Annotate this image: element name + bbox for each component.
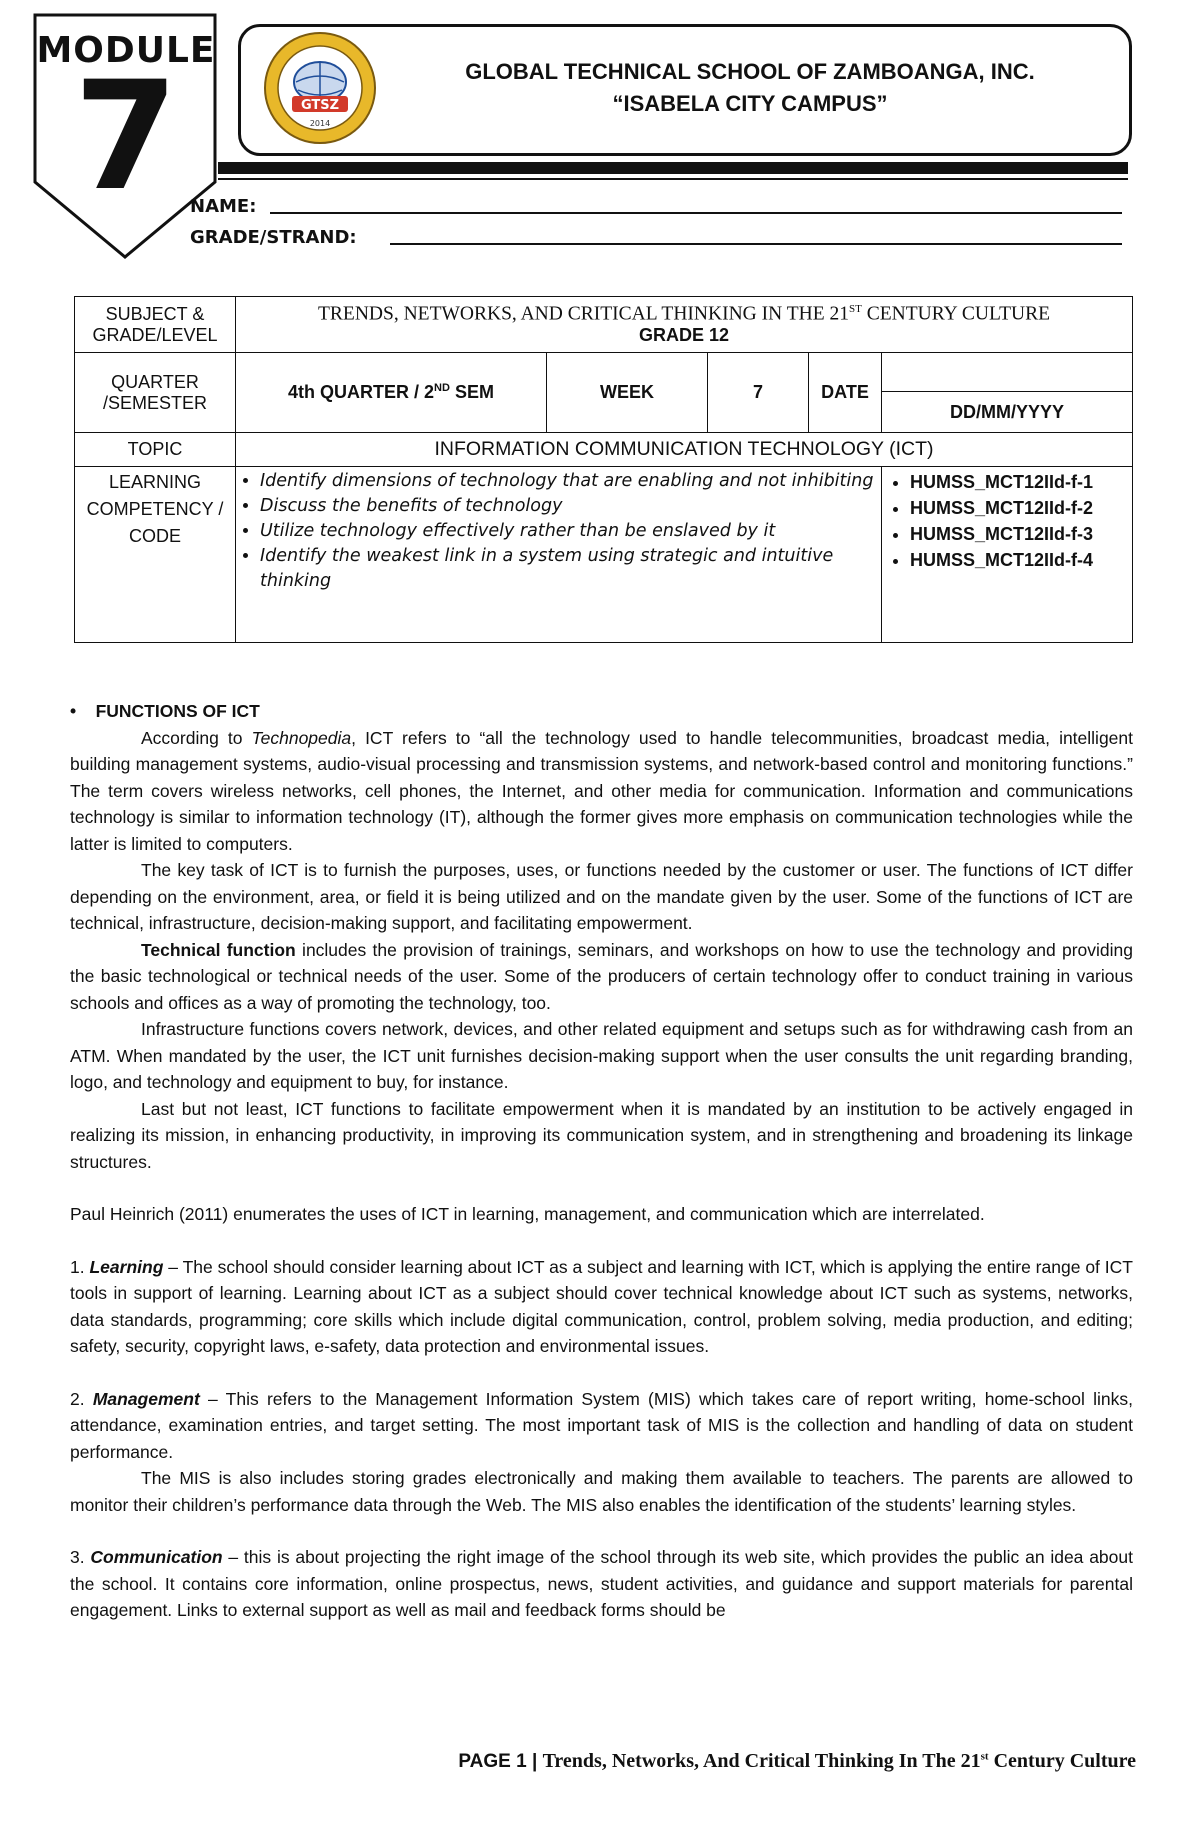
subject-info-table: [74, 296, 1133, 643]
topic-label: TOPIC: [75, 433, 236, 467]
paragraph: Infrastructure functions covers network, devices, and other related equipment and setups such as for withdrawing cash from an ATM. When mandated by the user, the ICT unit furnishes decision-making support when the user consults the unit regarding branding, logo, and technology and equipment to buy, for instance.: [70, 1019, 1133, 1092]
page-number: PAGE 1 |: [458, 1751, 543, 1772]
grade-level: GRADE 12: [638, 325, 730, 346]
header-rule-thin: [218, 178, 1128, 180]
name-input-line[interactable]: [270, 212, 1122, 214]
logo-year: 2014: [309, 119, 331, 128]
competency-list-cell: [236, 467, 882, 643]
paragraph: Technical function includes the provision of trainings, seminars, and workshops on how to use the technology and providing the basic technological or technical needs of the user. Some of the producers of certain technology offer to conduct training in various schools and offices as a way of promoting the technology, too.: [70, 939, 1134, 1013]
competency-list: [242, 469, 875, 594]
week-label: WEEK: [547, 353, 708, 433]
subject-value: TRENDS, NETWORKS, AND CRITICAL THINKING IN THE 21ST CENTURY CULTURE GRADE 12: [236, 297, 1133, 353]
grade-strand-input-line[interactable]: [390, 243, 1122, 245]
paragraph: The key task of ICT is to furnish the purposes, uses, or functions needed by the customer or user. The functions of ICT differ depending on the environment, area, or field it is being utilized and on the mandate given by the user. Some of the functions of ICT are technical, infrastructure, decision-making support, and facilitating empowerment.: [70, 860, 1133, 933]
school-name: [400, 56, 1100, 120]
date-cell[interactable]: [882, 353, 1133, 433]
module-number: 7: [73, 50, 179, 224]
code-item: • HUMSS_MCT12IId-f-2: [910, 495, 1126, 521]
date-label: DATE: [809, 353, 882, 433]
competency-item: • Identify dimensions of technology that are enabling and not inhibiting: [260, 469, 875, 494]
paragraph: Last but not least, ICT functions to facilitate empowerment when it is mandated by an institution to be actively engaged in realizing its mission, in enhancing productivity, in improving its communication system, and in strengthening and broadening its linkage structures.: [70, 1098, 1133, 1172]
paragraph: The MIS is also includes storing grades electronically and making them available to teachers. The parents are allowed to monitor their children’s performance data through the Web. The MIS also enables the identification of the students’ learning styles.: [70, 1468, 1133, 1515]
code-item: • HUMSS_MCT12IId-f-1: [910, 469, 1126, 495]
code-item: • HUMSS_MCT12IId-f-3: [910, 521, 1126, 547]
competency-label: LEARNING COMPETENCY / CODE: [75, 467, 236, 643]
header-rule-thick: [218, 162, 1128, 174]
grade-strand-label: GRADE/STRAND:: [190, 227, 357, 248]
week-value: 7: [708, 353, 809, 433]
paragraph: According to Technopedia, ICT refers to “all the technology used to handle telecommunities, broadcast media, intelligent building management systems, audio-visual processing and transmission systems, and network-based control and monitoring functions.” The term covers wireless networks, cell phones, the Internet, and other media for communication. Information and communications technology is similar to information technology (IT), although the former gives more emphasis on communication technologies while the latter is limited to computers.: [70, 727, 1134, 854]
name-field-row: [190, 196, 256, 217]
grade-field-row: [190, 227, 357, 248]
subject-label: SUBJECT & GRADE/LEVEL: [75, 297, 236, 353]
school-name-line1: GLOBAL TECHNICAL SCHOOL OF ZAMBOANGA, INC.: [465, 59, 1035, 84]
footer-title: Trends, Networks, And Critical Thinking In The 21st Century Culture: [542, 1750, 1136, 1772]
competency-item: • Discuss the benefits of technology: [260, 494, 875, 519]
name-label: NAME:: [190, 196, 257, 217]
module-label: MODULE: [36, 30, 216, 71]
bullet-icon: •: [70, 701, 96, 721]
section-heading: • FUNCTIONS OF ICT: [70, 701, 260, 721]
school-logo: [262, 30, 378, 146]
topic-value: INFORMATION COMMUNICATION TECHNOLOGY (ICT): [236, 433, 1133, 467]
code-list-cell: [882, 467, 1133, 643]
list-item-management: 2. Management – This refers to the Management Information System (MIS) which takes care of report writing, home-school links, attendance, examination entries, and target setting. The most important task of MIS is the collection and handling of data on student performance.: [70, 1388, 1133, 1462]
module-content: [70, 698, 1133, 1624]
list-item-learning: 1. Learning – The school should consider learning about ICT as a subject and learning with ICT, which is applying the entire range of ICT tools in support of learning. Learning about ICT as a subject should cover technical knowledge about ICT such as systems, networks, data standards, programming; core skills which include digital communication, control, problem solving, media production, and editing; safety, security, copyright laws, e-safety, data protection and environmental issues.: [70, 1256, 1133, 1356]
page-footer: [400, 1750, 1136, 1773]
code-list: [888, 469, 1126, 573]
competency-item: • Utilize technology effectively rather than be enslaved by it: [260, 519, 875, 544]
date-value: DD/MM/YYYY: [949, 402, 1064, 422]
paragraph: Paul Heinrich (2011) enumerates the uses of ICT in learning, management, and communication which are interrelated.: [70, 1204, 985, 1224]
code-item: • HUMSS_MCT12IId-f-4: [910, 547, 1126, 573]
school-name-line2: “ISABELA CITY CAMPUS”: [612, 91, 888, 116]
logo-text: GTSZ: [300, 98, 340, 113]
quarter-value: 4th QUARTER / 2ND SEM: [236, 353, 547, 433]
list-item-communication: 3. Communication – this is about projecting the right image of the school through its web site, which provides the public an idea about the school. It contains core information, online prospectus, news, student activities, and guidance and support materials for parental engagement. Links to external support as well as mail and feedback forms should be: [70, 1547, 1133, 1620]
competency-item: • Identify the weakest link in a system using strategic and intuitive thinking: [260, 544, 875, 594]
quarter-label: QUARTER /SEMESTER: [75, 353, 236, 433]
